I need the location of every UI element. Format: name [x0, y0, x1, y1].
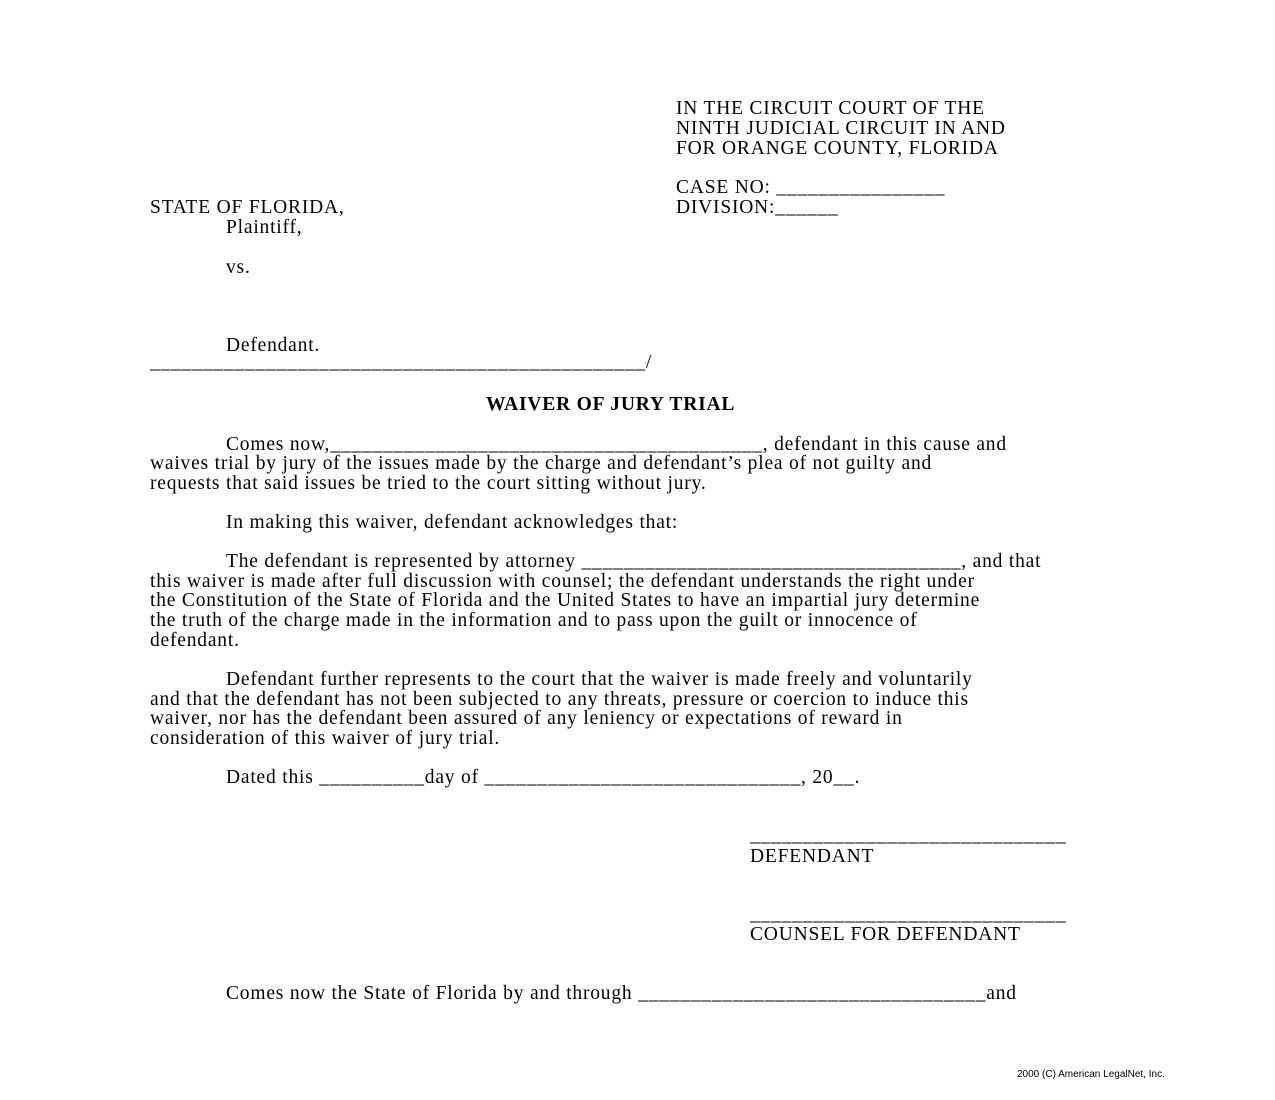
counsel-signature-label: COUNSEL FOR DEFENDANT	[750, 924, 1021, 945]
paragraph-line: Defendant further represents to the court that the waiver is made freely and voluntarily	[226, 669, 973, 690]
paragraph-line[interactable]: The defendant is represented by attorney ____________________________________, and that	[226, 551, 1042, 572]
paragraph-line: waiver, nor has the defendant been assured of any leniency or expectations of reward in	[150, 708, 903, 729]
dated-line-field[interactable]: Dated this __________day of ______________________________, 20__.	[226, 767, 861, 788]
court-caption-line: IN THE CIRCUIT COURT OF THE	[676, 98, 985, 119]
paragraph-line: the Constitution of the State of Florida and the United States to have an impartial jury determine	[150, 590, 981, 611]
defendant-label: Defendant.	[226, 335, 321, 356]
defendant-name-field[interactable]: _______________________________________________/	[150, 352, 653, 373]
counsel-signature-line[interactable]: ______________________________	[750, 904, 1067, 925]
paragraph-line: and that the defendant has not been subjected to any threats, pressure or coercion to induce this	[150, 689, 969, 710]
defendant-signature-label: DEFENDANT	[750, 846, 875, 867]
versus-label: vs.	[226, 257, 251, 278]
paragraph-line: defendant.	[150, 630, 240, 651]
plaintiff-label: Plaintiff,	[226, 217, 303, 238]
division-field[interactable]: DIVISION:______	[676, 197, 839, 218]
court-caption-line: NINTH JUDICIAL CIRCUIT IN AND	[676, 118, 1006, 139]
paragraph-line: waives trial by jury of the issues made by the charge and defendant’s plea of not guilty and	[150, 453, 933, 474]
plaintiff-name: STATE OF FLORIDA,	[150, 197, 345, 218]
court-caption-line: FOR ORANGE COUNTY, FLORIDA	[676, 138, 999, 159]
copyright-footer: 2000 (C) American LegalNet, Inc.	[1017, 1069, 1165, 1080]
document-title: WAIVER OF JURY TRIAL	[486, 394, 736, 415]
case-number-field[interactable]: CASE NO: ________________	[676, 177, 946, 198]
paragraph-line: the truth of the charge made in the information and to pass upon the guilt or innocence of	[150, 610, 918, 631]
paragraph-line[interactable]: Comes now,_________________________________________, defendant in this cause and	[226, 434, 1007, 455]
defendant-signature-line[interactable]: ______________________________	[750, 825, 1067, 846]
paragraph-line: requests that said issues be tried to the court sitting without jury.	[150, 473, 707, 494]
paragraph-line: consideration of this waiver of jury trial.	[150, 728, 501, 749]
paragraph-state[interactable]: Comes now the State of Florida by and through _________________________________and	[226, 983, 1017, 1004]
paragraph-line: this waiver is made after full discussion with counsel; the defendant understands the right under	[150, 571, 975, 592]
paragraph-acknowledges: In making this waiver, defendant acknowledges that:	[226, 512, 679, 533]
